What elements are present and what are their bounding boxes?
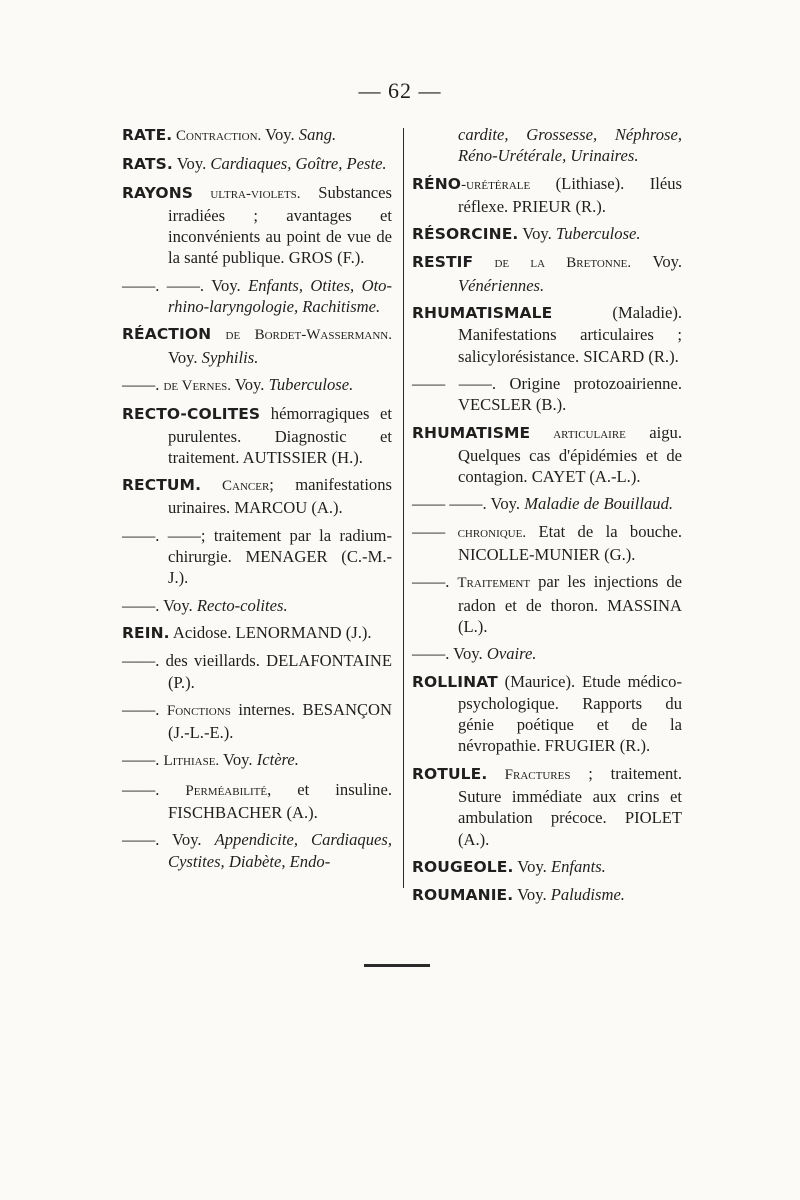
entry-text: aigu. Quelques cas d'épidémies et de contagion. CAYET (A.-L.). [458,422,682,487]
entry-text: Voy. [168,347,202,367]
entry-reference: Enfants. [550,856,606,876]
entry-text: Traitement [457,575,531,592]
entry-headword: RÉACTION [122,325,212,344]
entry-text: chronique. [457,524,527,541]
entry-headword: ROLLINAT [412,672,498,691]
index-entry [122,323,392,368]
entry-reference: Vénériennes. [458,275,545,295]
entry-text: Voy. [231,374,269,394]
entry-reference: Tuberculose. [555,224,641,244]
entry-text: ——. des vieillards. DELAFONTAINE (P.). [122,651,392,692]
index-entry [412,884,682,906]
entry-text: Acidose. LENORMAND (J.). [169,622,372,642]
entry-text: -urétérale [461,176,531,193]
entry-text: Voy. [631,252,683,272]
entry-headword: ROUGEOLE. [412,857,514,876]
entry-headword: RÉSORCINE. [412,225,519,244]
index-entry [412,643,682,664]
entry-headword: RHUMATISMALE [412,304,553,323]
index-entry [412,302,682,367]
entry-text: Fonctions [166,702,231,719]
index-entry [122,474,392,519]
entry-text: internes. BESANÇON (J.-L.-E.). [168,699,392,743]
entry-text: Voy. [513,885,551,905]
entry-text: ; traitement. Suture immédiate aux crins et ambulation précoce. PIOLET (A.). [458,763,683,849]
entry-text: —— ——. Origine protozoairienne. VECSLER (B.). [412,373,682,415]
entry-text: Voy. [261,125,299,144]
entry-text: articulaire [530,425,626,442]
entry-reference: Enfants, Otites, Oto-rhino-laryngologie, Rachitisme. [168,275,393,317]
entry-text: Voy. [518,224,556,244]
entry-text: Voy. [513,856,551,876]
entry-text: Perméabilité [185,782,268,799]
entry-text: ——. Voy. [122,830,215,850]
entry-text: de la Bretonne. [473,255,632,272]
index-entry [122,275,392,318]
entry-text: ultra-violets. [193,185,301,202]
index-entry [412,422,682,488]
index-entry [122,374,392,397]
entry-headword: RECTO-COLITES [122,405,261,424]
entry-headword: RATS. [122,155,173,174]
entry-reference: Ictère. [256,750,299,770]
index-entry [122,699,392,744]
index-entry [412,856,682,878]
entry-headword: ROTULE. [412,764,488,783]
entry-headword: RESTIF [412,253,474,272]
index-entry [412,521,682,566]
entry-text: par les injections de radon et de thoron. MASSINA (L.). [458,572,683,636]
right-column [412,124,682,913]
entry-reference: Maladie de Bouillaud. [524,494,674,514]
entry-reference: Cardiaques, Goître, Peste. [210,154,387,174]
entry-text: Substances irradiées ; avantages et inconvénients au point de vue de la santé publique. GROS (F.). [168,182,392,268]
entry-reference: Ovaire. [486,644,537,664]
entry-text: —— ——. Voy. [412,494,525,514]
entry-text: ——. [412,572,458,592]
index-entry [412,373,682,416]
index-entry [122,182,392,269]
index-entry [122,525,392,589]
entry-text: de Bordet-Wassermann. [211,327,392,344]
entry-text: ——. [122,779,186,799]
entry-reference: Sang. [298,125,337,144]
index-entry [122,650,392,693]
entry-headword: RAYONS [122,183,194,202]
entry-text: ——. ——. Voy. [122,275,249,295]
index-entry [412,251,682,296]
index-entry [412,671,682,757]
index-entry [122,779,392,824]
end-rule [364,964,430,967]
entry-text: Voy. [219,750,257,770]
index-entry [412,493,682,514]
entry-text: ——. Voy. [122,595,197,615]
entry-headword: ROUMANIE. [412,886,514,905]
column-divider [403,128,404,888]
entry-headword: RATE. [122,126,173,144]
entry-reference: Paludisme. [550,885,625,905]
entry-headword: RÉNO [412,174,462,193]
entry-text: Etat de la bouche. NICOLLE-MUNIER (G.). [458,521,682,565]
index-entry [122,403,392,468]
entry-reference: Syphilis. [201,347,259,367]
index-entry [412,223,682,245]
entry-text: Lithiase. [163,753,220,770]
entry-text: ——. ——; traitement par la radium-chirurgie. MENAGER (C.-M.-J.). [122,525,392,588]
index-entry [122,124,392,147]
entry-headword: REIN. [122,623,170,642]
index-entry [412,173,682,218]
index-entry [122,153,392,175]
entry-text: ——. [122,699,167,719]
entry-reference: Tuberculose. [268,374,354,394]
entry-text: (Maladie). Manifestations articulaires ; salicylorésistance. SICARD (R.). [458,303,682,366]
entry-text: Contraction. [172,128,262,144]
entry-reference: Recto-colites. [196,595,288,615]
entry-text: Cancer [201,478,270,495]
index-entry [122,622,392,644]
entry-text: , et insuline. FISCHBACHER (A.). [168,779,392,823]
page-number: — 62 — [358,78,442,103]
entry-text: hémorragiques et purulentes. Diagnostic et traitement. AUTISSIER (H.). [168,404,392,467]
index-entry [122,595,392,616]
entry-text: ; manifestations urinaires. MARCOU (A.). [168,475,392,518]
entry-text: Voy. [172,154,211,174]
entry-reference: Appendicite, Cardiaques, Cystites, Diabète, Endo- [168,830,392,871]
index-entry [122,749,392,772]
index-entry [412,763,682,850]
entry-text: de Vernes. [163,377,232,394]
index-entry [412,571,682,637]
entry-text: (Maurice). Etude médico-psychologique. Rapports du génie poétique et de la névropathie. FRUGIER (R.). [458,671,682,756]
entry-text: ——. [122,374,164,394]
entry-text: ——. [122,750,164,770]
entry-text: Fractures [487,766,571,783]
entry-reference: cardite, Grossesse, Néphrose, Réno-Urétérale, Urinaires. [458,125,682,166]
index-entry [412,124,682,167]
entry-headword: RECTUM. [122,476,202,495]
entry-text: —— [412,521,458,541]
entry-text: (Lithiase). Iléus réflexe. PRIEUR (R.). [458,173,682,216]
index-entry [122,829,392,872]
left-column [122,124,392,878]
entry-headword: RHUMATISME [412,423,531,442]
entry-text: ——. Voy. [412,644,487,664]
